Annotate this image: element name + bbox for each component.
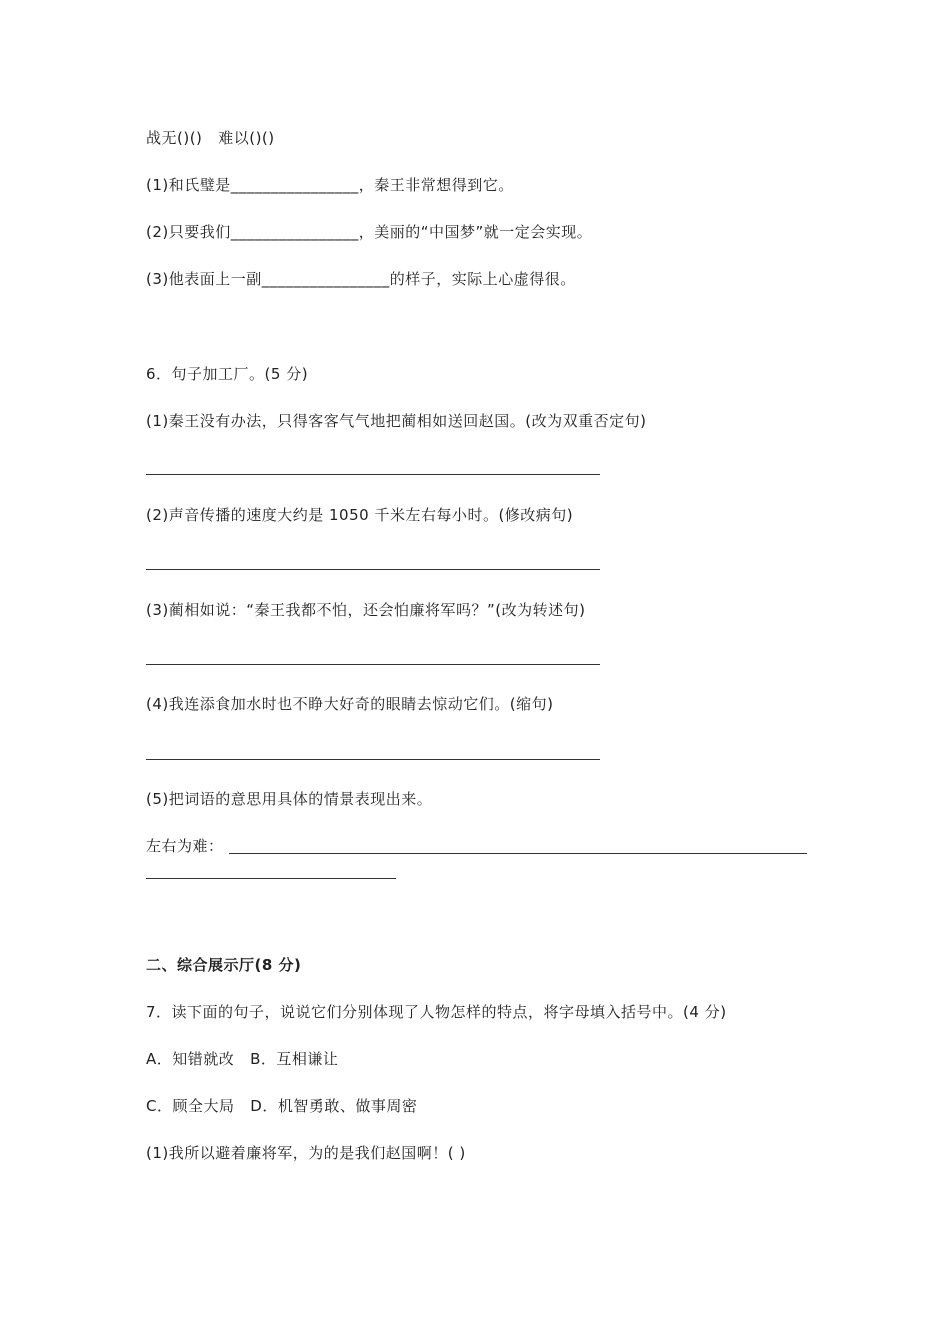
answer-line-5a bbox=[229, 853, 807, 854]
fill-blank-1: (1)和氏璧是________________，秦王非常想得到它。 bbox=[146, 176, 514, 194]
question-6-item-3: (3)蔺相如说：“秦王我都不怕，还会怕廉将军吗？”(改为转述句) bbox=[146, 601, 586, 619]
question-6-item-4: (4)我连添食加水时也不睁大好奇的眼睛去惊动它们。(缩句) bbox=[146, 695, 554, 713]
fill-blank-2: (2)只要我们________________，美丽的“中国梦”就一定会实现。 bbox=[146, 223, 593, 241]
fill-blank-3: (3)他表面上一副________________的样子，实际上心虚得很。 bbox=[146, 270, 576, 288]
question-7-options-ab: A．知错就改 B．互相谦让 bbox=[146, 1050, 339, 1068]
question-6-item-1: (1)秦王没有办法，只得客客气气地把蔺相如送回赵国。(改为双重否定句) bbox=[146, 412, 647, 430]
answer-line-5b bbox=[146, 878, 396, 879]
section-2-title: 二、综合展示厅(8 分) bbox=[146, 956, 302, 974]
answer-line-1 bbox=[146, 474, 600, 475]
question-6-item-5: (5)把词语的意思用具体的情景表现出来。 bbox=[146, 790, 433, 808]
question-7-item-1: (1)我所以避着廉将军，为的是我们赵国啊！( ) bbox=[146, 1144, 466, 1162]
question-6-item-2: (2)声音传播的速度大约是 1050 千米左右每小时。(修改病句) bbox=[146, 506, 574, 524]
answer-line-3 bbox=[146, 664, 600, 665]
question-6-item-5-label: 左右为难： bbox=[146, 837, 224, 855]
answer-line-4 bbox=[146, 759, 600, 760]
question-6-title: 6．句子加工厂。(5 分) bbox=[146, 365, 309, 383]
answer-line-2 bbox=[146, 569, 600, 570]
idiom-blanks-line: 战无()() 难以()() bbox=[146, 129, 275, 147]
question-7-title: 7．读下面的句子，说说它们分别体现了人物怎样的特点，将字母填入括号中。(4 分) bbox=[146, 1003, 727, 1021]
question-7-options-cd: C．顾全大局 D．机智勇敢、做事周密 bbox=[146, 1097, 418, 1115]
